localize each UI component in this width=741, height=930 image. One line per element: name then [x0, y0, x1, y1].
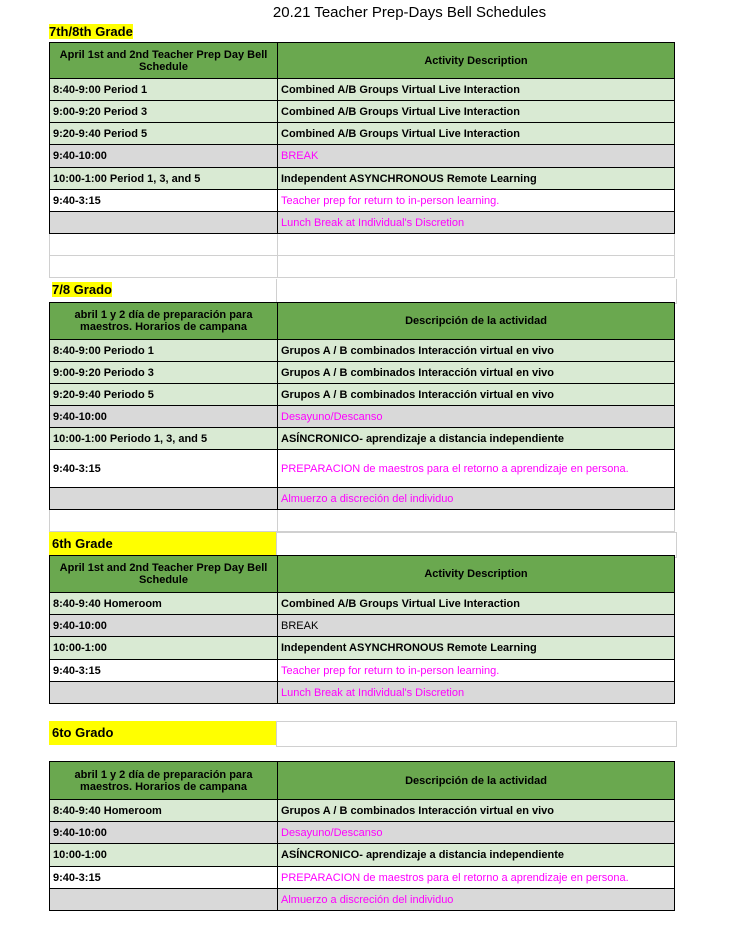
activity-cell: Grupos A / B combinados Interacción virtual en vivo — [278, 340, 675, 362]
table-row — [50, 593, 675, 615]
table-header-row — [50, 556, 675, 593]
time-cell: 9:00-9:20 Periodo 3 — [50, 362, 278, 384]
time-cell: 8:40-9:00 Period 1 — [50, 79, 278, 101]
activity-cell: Teacher prep for return to in-person learning. — [278, 190, 675, 212]
activity-cell: Combined A/B Groups Virtual Live Interaction — [278, 101, 675, 123]
table-header-row — [50, 762, 675, 800]
header-activity-cell: Descripción de la actividad — [278, 762, 675, 800]
header-schedule-cell: April 1st and 2nd Teacher Prep Day Bell Schedule — [50, 43, 278, 79]
table-row — [50, 406, 675, 428]
table-row — [50, 212, 675, 234]
time-cell: 9:40-10:00 — [50, 615, 278, 637]
time-cell: 9:40-3:15 — [50, 190, 278, 212]
time-cell: 8:40-9:00 Periodo 1 — [50, 340, 278, 362]
table-row — [50, 488, 675, 510]
activity-cell: ASÍNCRONICO- aprendizaje a distancia independiente — [278, 428, 675, 450]
table-header-row — [50, 303, 675, 340]
activity-cell: Independent ASYNCHRONOUS Remote Learning — [278, 637, 675, 660]
table-row — [50, 800, 675, 822]
table-row — [50, 682, 675, 704]
time-cell: 9:40-10:00 — [50, 406, 278, 428]
time-cell: 9:40-3:15 — [50, 660, 278, 682]
time-cell — [50, 682, 278, 704]
table-row — [50, 660, 675, 682]
table-row — [50, 867, 675, 889]
header-schedule-cell: abril 1 y 2 día de preparación para maestros. Horarios de campana — [50, 762, 278, 800]
time-cell: 8:40-9:40 Homeroom — [50, 593, 278, 615]
table-row — [50, 384, 675, 406]
time-cell — [50, 212, 278, 234]
time-cell — [50, 488, 278, 510]
time-cell: 10:00-1:00 Period 1, 3, and 5 — [50, 168, 278, 190]
grade-label-6to-grado: 6to Grado — [49, 721, 276, 745]
empty-row — [50, 510, 675, 532]
schedule-table-6to-grado — [49, 761, 675, 911]
document-title: 20.21 Teacher Prep-Days Bell Schedules — [272, 4, 547, 21]
time-cell: 9:40-10:00 — [50, 822, 278, 844]
time-cell: 10:00-1:00 — [50, 637, 278, 660]
activity-cell: Grupos A / B combinados Interacción virtual en vivo — [278, 384, 675, 406]
empty-row — [50, 256, 675, 278]
table-row — [50, 450, 675, 488]
table-row — [50, 79, 675, 101]
time-cell: 9:20-9:40 Periodo 5 — [50, 384, 278, 406]
table-row — [50, 822, 675, 844]
activity-cell: Lunch Break at Individual's Discretion — [278, 212, 675, 234]
schedule-table-6th — [49, 555, 675, 704]
grade-label-7-8-grado: 7/8 Grado — [49, 281, 277, 303]
time-cell: 8:40-9:40 Homeroom — [50, 800, 278, 822]
time-cell: 9:40-3:15 — [50, 867, 278, 889]
activity-cell: Almuerzo a discreción del individuo — [278, 488, 675, 510]
table-row — [50, 340, 675, 362]
activity-cell: Grupos A / B combinados Interacción virtual en vivo — [278, 362, 675, 384]
header-activity-cell: Descripción de la actividad — [278, 303, 675, 340]
table-row — [50, 145, 675, 168]
table-row — [50, 637, 675, 660]
grade-label-6th: 6th Grade — [49, 532, 276, 556]
blank-cell — [276, 279, 677, 304]
table-row — [50, 362, 675, 384]
activity-cell: Teacher prep for return to in-person learning. — [278, 660, 675, 682]
table-row — [50, 101, 675, 123]
table-header-row — [50, 43, 675, 79]
time-cell: 10:00-1:00 — [50, 844, 278, 867]
activity-cell: PREPARACION de maestros para el retorno a aprendizaje en persona. — [278, 450, 675, 488]
activity-cell: PREPARACION de maestros para el retorno a aprendizaje en persona. — [278, 867, 675, 889]
empty-row — [50, 234, 675, 256]
blank-cell — [276, 721, 677, 747]
time-cell: 9:40-3:15 — [50, 450, 278, 488]
activity-cell: Grupos A / B combinados Interacción virtual en vivo — [278, 800, 675, 822]
schedule-table-7th-8th — [49, 42, 675, 278]
activity-cell: Independent ASYNCHRONOUS Remote Learning — [278, 168, 675, 190]
time-cell — [50, 889, 278, 911]
activity-cell: Combined A/B Groups Virtual Live Interaction — [278, 123, 675, 145]
activity-cell: Almuerzo a discreción del individuo — [278, 889, 675, 911]
header-schedule-cell: abril 1 y 2 día de preparación para maestros. Horarios de campana — [50, 303, 278, 340]
table-row — [50, 615, 675, 637]
activity-cell: ASÍNCRONICO- aprendizaje a distancia independiente — [278, 844, 675, 867]
activity-cell: Desayuno/Descanso — [278, 822, 675, 844]
time-cell: 9:40-10:00 — [50, 145, 278, 168]
header-schedule-cell: April 1st and 2nd Teacher Prep Day Bell Schedule — [50, 556, 278, 593]
table-row — [50, 889, 675, 911]
table-row — [50, 123, 675, 145]
header-activity-cell: Activity Description — [278, 43, 675, 79]
activity-cell: Combined A/B Groups Virtual Live Interaction — [278, 79, 675, 101]
activity-cell: Combined A/B Groups Virtual Live Interaction — [278, 593, 675, 615]
activity-cell: Lunch Break at Individual's Discretion — [278, 682, 675, 704]
activity-cell: Desayuno/Descanso — [278, 406, 675, 428]
table-row — [50, 168, 675, 190]
header-activity-cell: Activity Description — [278, 556, 675, 593]
activity-cell: BREAK — [278, 145, 675, 168]
grade-label-7th-8th: 7th/8th Grade — [49, 24, 133, 39]
activity-cell: BREAK — [278, 615, 675, 637]
table-row — [50, 428, 675, 450]
schedule-table-7-8-grado — [49, 302, 675, 532]
time-cell: 9:20-9:40 Period 5 — [50, 123, 278, 145]
table-row — [50, 844, 675, 867]
time-cell: 9:00-9:20 Period 3 — [50, 101, 278, 123]
time-cell: 10:00-1:00 Periodo 1, 3, and 5 — [50, 428, 278, 450]
table-row — [50, 190, 675, 212]
